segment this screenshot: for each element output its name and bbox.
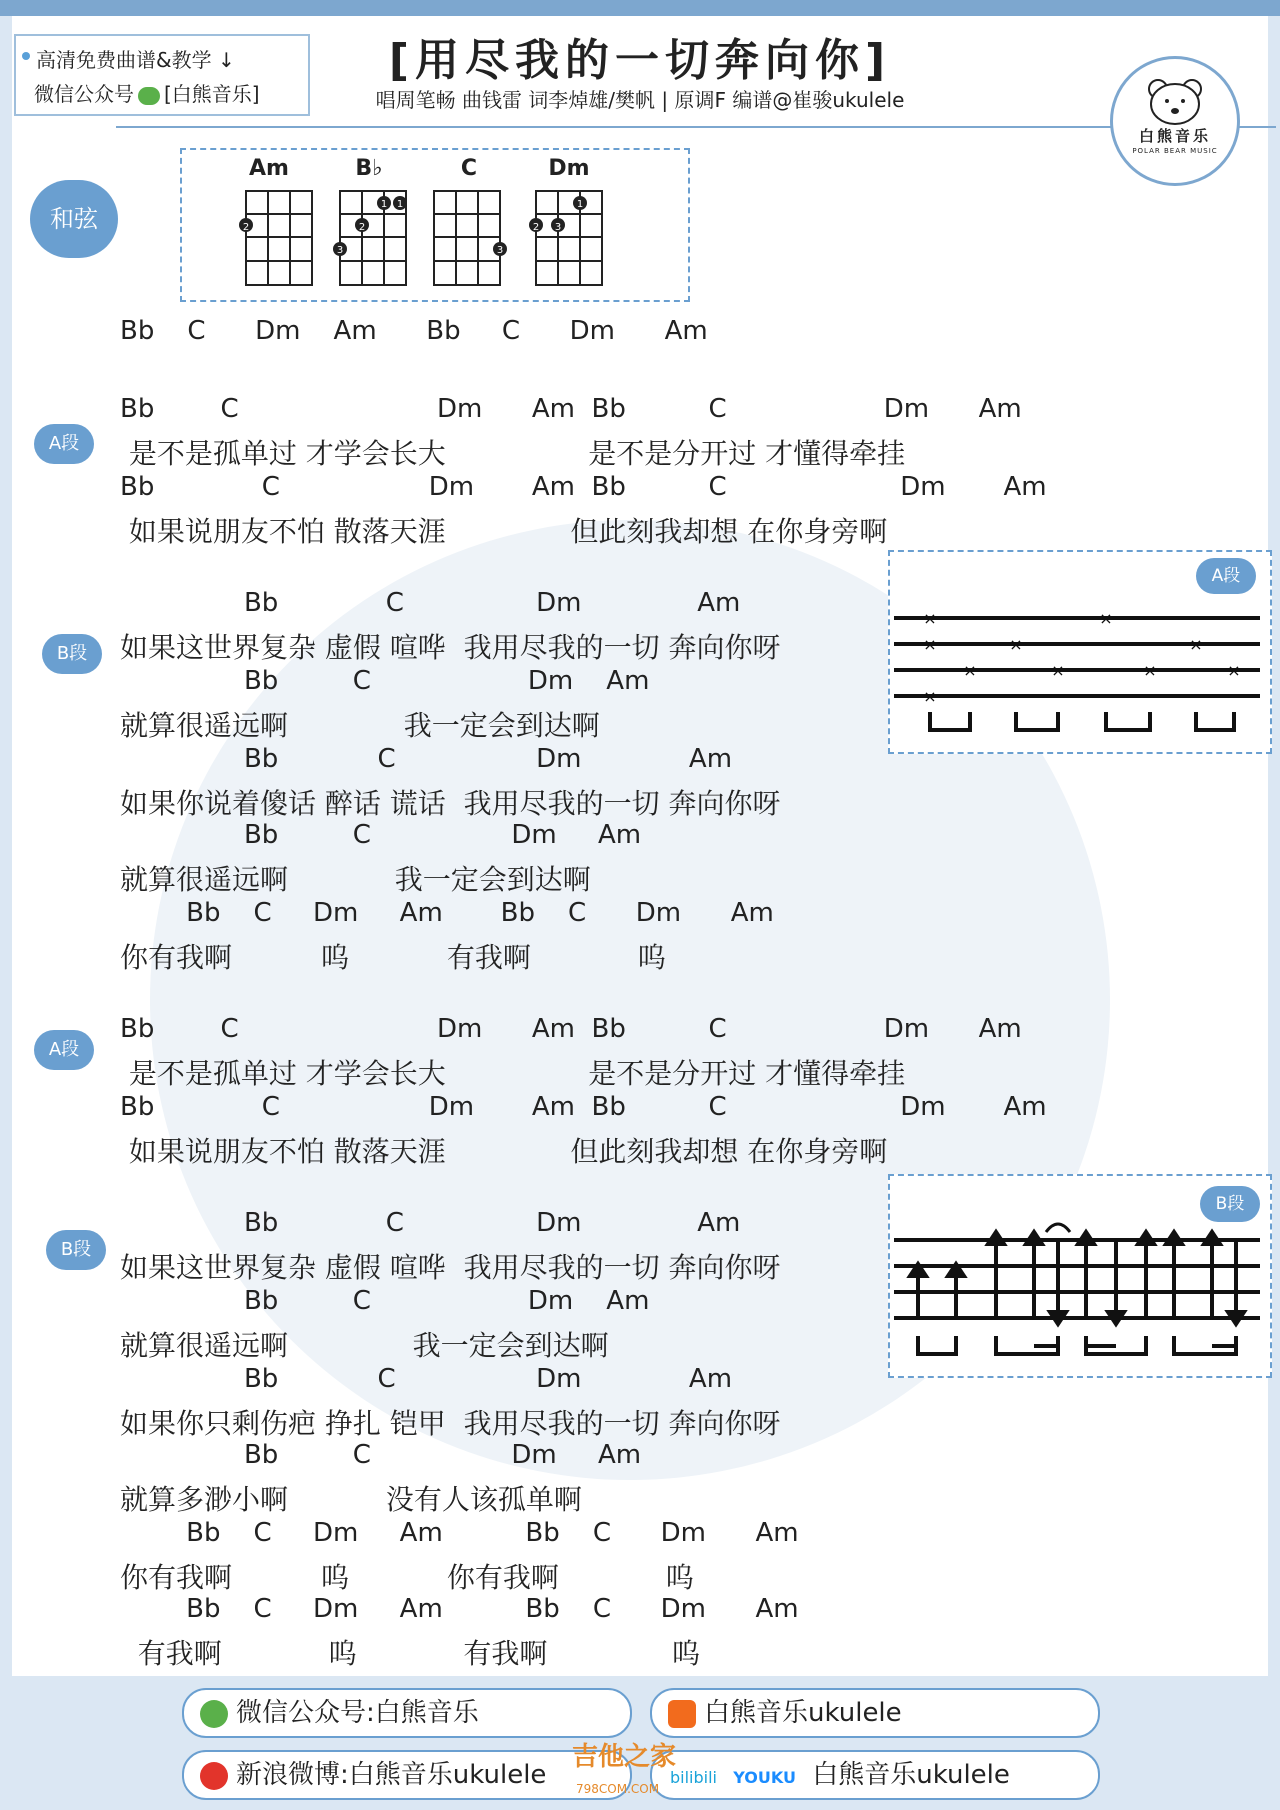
svg-text:3: 3 — [554, 222, 562, 233]
chord-line: Bb C Dm Am — [120, 744, 733, 774]
lyric-line: 如果说朋友不怕 散落天涯 但此刻我却想 在你身旁啊 — [120, 515, 888, 548]
svg-text:×: × — [923, 687, 937, 706]
section-b-badge: B段 — [46, 1230, 106, 1270]
chord-dm: Dm 1 2 3 — [524, 156, 614, 295]
chord-line: Bb C Dm Am — [120, 588, 741, 618]
svg-text:×: × — [1143, 661, 1157, 680]
section-a-badge: A段 — [34, 1030, 94, 1070]
brand-logo[interactable] — [1110, 56, 1240, 186]
svg-text:×: × — [923, 635, 937, 654]
left-margin — [0, 16, 12, 1676]
svg-text:×: × — [923, 609, 937, 628]
song-credits: 唱周笔畅 曲钱雷 词李焯雄/樊帆 | 原调F 编谱@崔骏ukulele — [375, 88, 905, 112]
chord-line: Bb C Dm Am Bb C Dm Am — [120, 1518, 799, 1548]
lyric-line: 就算多渺小啊 没有人该孤单啊 — [120, 1483, 582, 1516]
chord-diagrams — [180, 148, 690, 302]
chord-line: Bb C Dm Am — [120, 666, 650, 696]
footer-taobao[interactable]: 白熊音乐ukulele — [650, 1688, 1100, 1738]
lyric-line: 如果你只剩伤疤 挣扎 铠甲 我用尽我的一切 奔向你呀 — [120, 1407, 781, 1440]
lyric-line: 你有我啊 呜 你有我啊 呜 — [120, 1561, 694, 1594]
svg-text:×: × — [963, 661, 977, 680]
logo-subtitle: POLAR BEAR MUSIC — [1132, 147, 1218, 155]
intro-chords: Bb C Dm Am Bb C Dm Am — [120, 316, 708, 346]
chord-line: Bb C Dm Am Bb C Dm Am — [120, 1014, 1022, 1044]
chord-line: Bb C Dm Am Bb C Dm Am — [120, 1092, 1047, 1122]
svg-text:1: 1 — [396, 199, 404, 210]
pattern-a-badge: A段 — [1196, 558, 1256, 594]
wechat-icon — [200, 1700, 228, 1728]
svg-text:3: 3 — [496, 245, 504, 256]
taobao-icon — [668, 1700, 696, 1728]
fretboard-am — [224, 181, 314, 291]
svg-text:1: 1 — [380, 199, 388, 210]
fretboard-dm — [524, 181, 614, 291]
svg-text:3: 3 — [336, 245, 344, 256]
svg-text:2: 2 — [532, 222, 540, 233]
svg-text:2: 2 — [358, 222, 366, 233]
svg-text:×: × — [1009, 635, 1023, 654]
section-b-badge: B段 — [42, 634, 102, 674]
right-margin — [1268, 16, 1280, 1676]
site-url: 798COM.COM — [576, 1782, 660, 1796]
footer-weibo[interactable]: 新浪微博:白熊音乐ukulele — [182, 1750, 632, 1800]
chord-line: Bb C Dm Am Bb C Dm Am — [120, 1594, 799, 1624]
lyric-line: 如果说朋友不怕 散落天涯 但此刻我却想 在你身旁啊 — [120, 1135, 888, 1168]
lyric-line: 如果这世界复杂 虚假 喧哗 我用尽我的一切 奔向你呀 — [120, 1251, 781, 1284]
lyric-line: 就算很遥远啊 我一定会到达啊 — [120, 709, 600, 742]
fretboard-bb — [324, 181, 414, 291]
svg-text:1: 1 — [576, 199, 584, 210]
fretboard-c — [424, 181, 514, 291]
weibo-icon — [200, 1762, 228, 1790]
chord-c: C 3 — [424, 156, 514, 295]
chord-line: Bb C Dm Am — [120, 1286, 650, 1316]
lyric-line: 如果这世界复杂 虚假 喧哗 我用尽我的一切 奔向你呀 — [120, 631, 781, 664]
chord-line: Bb C Dm Am — [120, 1208, 741, 1238]
footer-wechat[interactable]: 微信公众号:白熊音乐 — [182, 1688, 632, 1738]
lyric-line: 是不是孤单过 才学会长大 是不是分开过 才懂得牵挂 — [120, 1057, 906, 1090]
section-a-badge: A段 — [34, 424, 94, 464]
svg-text:×: × — [1227, 661, 1241, 680]
chord-line: Bb C Dm Am — [120, 820, 642, 850]
strum-pattern-a — [888, 550, 1272, 754]
lyric-line: 就算很遥远啊 我一定会到达啊 — [120, 863, 591, 896]
strum-pattern-b — [888, 1174, 1272, 1378]
promo-line-2: 微信公众号 [白熊音乐] — [34, 82, 260, 106]
chord-line: Bb C Dm Am — [120, 1440, 642, 1470]
chord-bb: B♭ 1 1 2 3 — [324, 156, 414, 295]
footer-video[interactable]: bilibili YOUKU 白熊音乐ukulele — [650, 1750, 1100, 1800]
polar-bear-icon — [1113, 59, 1237, 129]
chords-badge: 和弦 — [30, 180, 118, 258]
site-watermark: 吉他之家 — [572, 1742, 677, 1772]
lyric-line: 有我啊 呜 有我啊 呜 — [120, 1637, 701, 1670]
bilibili-icon: bilibili — [670, 1768, 717, 1787]
chord-line: Bb C Dm Am Bb C Dm Am — [120, 898, 774, 928]
song-title: [用尽我的一切奔向你] — [388, 35, 892, 86]
header-divider — [116, 126, 1276, 128]
svg-text:×: × — [1099, 609, 1113, 628]
lyric-line: 如果你说着傻话 醉话 谎话 我用尽我的一切 奔向你呀 — [120, 787, 781, 820]
lyric-line: 就算很遥远啊 我一定会到达啊 — [120, 1329, 609, 1362]
promo-line-1: 高清免费曲谱&教学 ↓ — [36, 48, 235, 72]
top-bar — [0, 0, 1280, 16]
svg-text:×: × — [1189, 635, 1203, 654]
svg-text:×: × — [1051, 661, 1065, 680]
chord-line: Bb C Dm Am Bb C Dm Am — [120, 394, 1022, 424]
lyric-line: 你有我啊 呜 有我啊 呜 — [120, 941, 666, 974]
svg-text:2: 2 — [242, 222, 250, 233]
chord-line: Bb C Dm Am — [120, 1364, 733, 1394]
youku-icon: YOUKU — [733, 1768, 796, 1787]
lyric-line: 是不是孤单过 才学会长大 是不是分开过 才懂得牵挂 — [120, 437, 906, 470]
chord-am: Am 2 — [224, 156, 314, 295]
pattern-b-badge: B段 — [1200, 1186, 1260, 1222]
logo-name: 白熊音乐 — [1138, 127, 1211, 145]
chord-line: Bb C Dm Am Bb C Dm Am — [120, 472, 1047, 502]
